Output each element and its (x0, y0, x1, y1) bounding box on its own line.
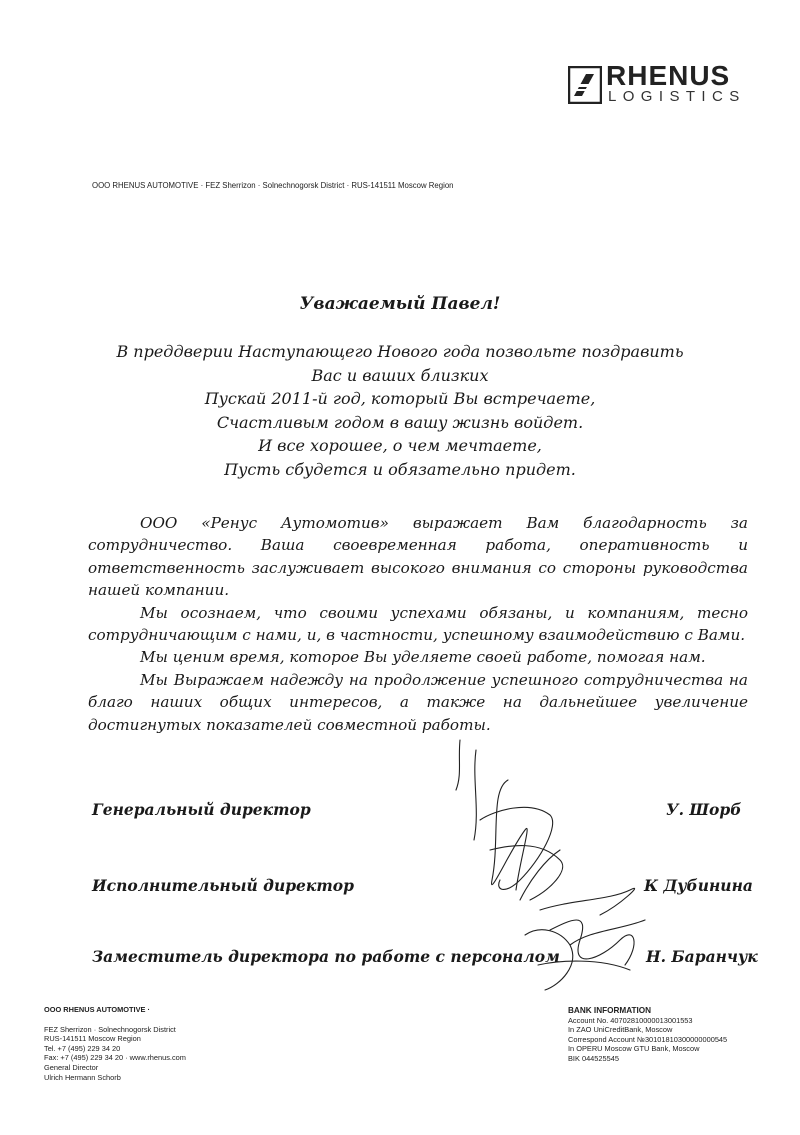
rhenus-logo-mark-icon (568, 66, 602, 104)
poem-block (0, 340, 800, 481)
logo-wordmark-logistics: LOGISTICS (608, 88, 746, 105)
bank-info-line: Account No. 40702810000013001553 (568, 1015, 693, 1025)
letter-greeting: Уважаемый Павел! (299, 294, 501, 314)
bank-info-line: Correspond Account №30101810300000000545 (568, 1034, 728, 1044)
footer-address-line: RUS-141511 Moscow Region (44, 1034, 141, 1044)
footer-address-line: Tel. +7 (495) 229 34 20 (44, 1043, 121, 1053)
footer-address-line: FEZ Sherrizon · Solnechnogorsk District (44, 1024, 176, 1034)
poem-line: Счастливым годом в вашу жизнь войдет. (216, 412, 584, 432)
rhenus-logo (568, 60, 768, 110)
footer-address-line: Fax: +7 (495) 229 34 20 · www.rhenus.com (44, 1053, 186, 1063)
signatory-title: Генеральный директор (92, 800, 311, 819)
signatory-name: К Дубинина (644, 876, 753, 895)
body-paragraph: ООО «Ренус Аутомотив» выражает Вам благодарность за сотрудничество. Ваша своевременная работа, оперативность и ответственность заслуживает высокого внимания со стороны руководства нашей компании. (88, 514, 748, 600)
poem-line: Пусть сбудется и обязательно придет. (224, 459, 576, 479)
signatory-name: У. Шорб (666, 800, 742, 819)
poem-line: И все хорошее, о чем мечтаете, (258, 436, 542, 455)
signatory-title: Заместитель директора по работе с персоналом (92, 947, 560, 966)
logo-wordmark-rhenus: RHENUS (606, 60, 731, 91)
signatory-title: Исполнительный директор (92, 876, 354, 895)
poem-line: Пускай 2011-й год, который Вы встречаете, (204, 389, 596, 408)
bank-info-title: BANK INFORMATION (568, 1006, 652, 1015)
bank-info-line: In ZAO UniCreditBank, Moscow (568, 1025, 673, 1035)
body-paragraph: Мы Выражаем надежду на продолжение успешного сотрудничества на благо наших общих интересов, а также на дальнейшее увеличение достигнутых показателей совместной работы. (88, 670, 748, 734)
bank-info-line: In OPERU Moscow GTU Bank, Moscow (568, 1044, 700, 1054)
poem-line: В преддверии Наступающего Нового года позвольте поздравить (116, 342, 684, 361)
body-paragraph: Мы осознаем, что своими успехами обязаны, и компаниям, тесно сотрудничающим с нами, и, в частности, успешному взаимодействию с Вами. (88, 603, 748, 645)
letter-body (88, 512, 748, 736)
handwritten-signatures-icon (420, 730, 660, 1020)
footer-address-line: Ulrich Hermann Schorb (44, 1072, 121, 1082)
header-address: OOO RHENUS AUTOMOTIVE · FEZ Sherrizon · Solnechnogorsk District · RUS-141511 Moscow Region (92, 181, 454, 190)
signatory-name: Н. Баранчук (646, 947, 758, 966)
body-paragraph: Мы ценим время, которое Вы уделяете своей работе, помогая нам. (140, 648, 706, 667)
footer-address-line: General Director (44, 1062, 99, 1072)
bank-info-line: BIK 044525545 (568, 1053, 619, 1063)
footer-bank-info (568, 1006, 727, 1064)
poem-line: Вас и ваших близких (311, 365, 489, 385)
footer-company-info (44, 1005, 186, 1082)
footer-company-name: OOO RHENUS AUTOMOTIVE · (44, 1005, 150, 1014)
